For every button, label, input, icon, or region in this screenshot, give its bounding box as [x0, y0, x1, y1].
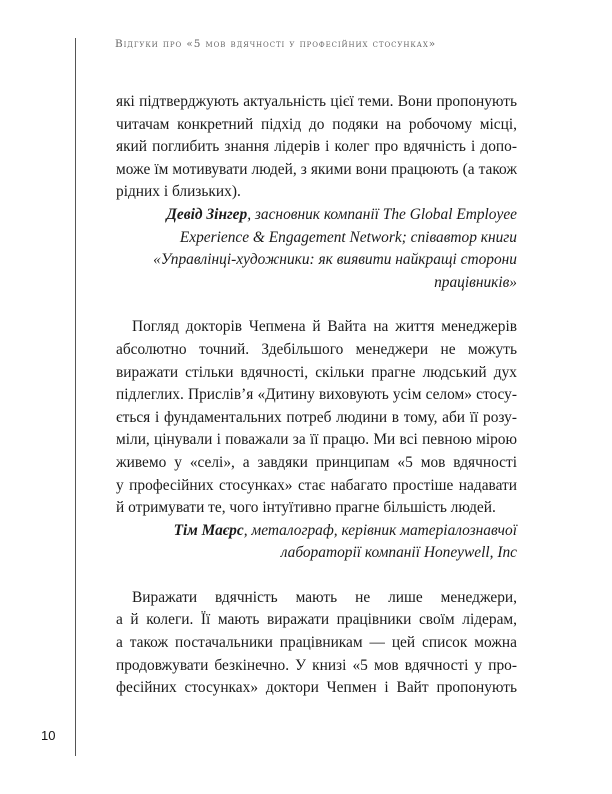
text-line: й отримувати те, чого інтуїтивно прагне більшість людей. [116, 499, 496, 517]
text-line: підлеглих. Прислів’я «Дитину виховують усім селом» стосу- [116, 386, 517, 404]
attribution-line: лабораторії компанії Honeywell, Inc [280, 544, 517, 562]
running-head: Відгуки про «5 мов вдячності у професійних стосунках» [115, 38, 437, 50]
attribution-author: Девід Зінгер [166, 205, 248, 223]
margin-rule [75, 38, 76, 756]
attribution-line: «Управлінці-художники: як виявити найкращі сторони [153, 251, 517, 269]
spacer [116, 565, 517, 587]
text-line: які підтверджують актуальність цієї теми. Вони пропонують [116, 93, 517, 110]
page-number: 10 [41, 728, 56, 743]
text-line: абсолютно точний. Здебільшого менеджери не можуть [116, 340, 517, 358]
text-line: фесійних стосунках» доктори Чепмен і Вайт пропонують [116, 679, 517, 697]
spacer [116, 294, 517, 316]
attribution-line [116, 520, 517, 543]
attribution-author: Тім Маєрс [173, 521, 244, 539]
text-line: який поглибить знання лідерів і колег про вдячність і допо- [116, 138, 517, 156]
text-line: а також постачальники працівникам — цей список можна [116, 634, 517, 652]
text-line: у професійних стосунках» стає набагато простіше надавати [116, 476, 517, 494]
text-line: читачам конкретний підхід до подяки на робочому місці, [116, 115, 517, 133]
text-line: Погляд докторів Чепмена й Вайта на життя менеджерів [132, 318, 517, 336]
text-line: рідних і близьких). [116, 183, 241, 201]
page-body [116, 91, 517, 700]
text-line: виражати стільки вдячності, скільки прагне людський дух [116, 363, 517, 381]
text-line: Виражати вдячність мають не лише менеджери, [132, 588, 517, 606]
text-line: ється і фундаментальних потреб людини в тому, аби її розу- [116, 408, 517, 426]
attribution-line [116, 204, 517, 227]
attribution-1 [116, 204, 517, 294]
paragraph-testimonial-2 [116, 316, 517, 519]
attribution-2 [116, 520, 517, 565]
paragraph-testimonial-1 [116, 91, 517, 204]
attribution-line: працівників» [434, 273, 517, 291]
text-line: продовжувати безкінечно. У книзі «5 мов вдячності у про- [116, 656, 517, 674]
text-line: а й колеги. Її мають виражати працівники своїм лідерам, [116, 611, 517, 629]
paragraph-testimonial-3 [116, 587, 517, 700]
attribution-text: , металограф, керівник матеріалознавчої [243, 521, 517, 539]
attribution-line: Experience & Engagement Network; співавтор книги [179, 228, 517, 246]
attribution-text: , засновник компанії The Global Employee [247, 205, 517, 223]
text-line: може їм мотивувати людей, з якими вони працюють (а також [116, 160, 517, 178]
text-line: міли, цінували і поважали за її працю. Ми всі певною мірою [116, 431, 517, 449]
text-line: живемо у «селі», а завдяки принципам «5 мов вдячності [116, 453, 517, 471]
